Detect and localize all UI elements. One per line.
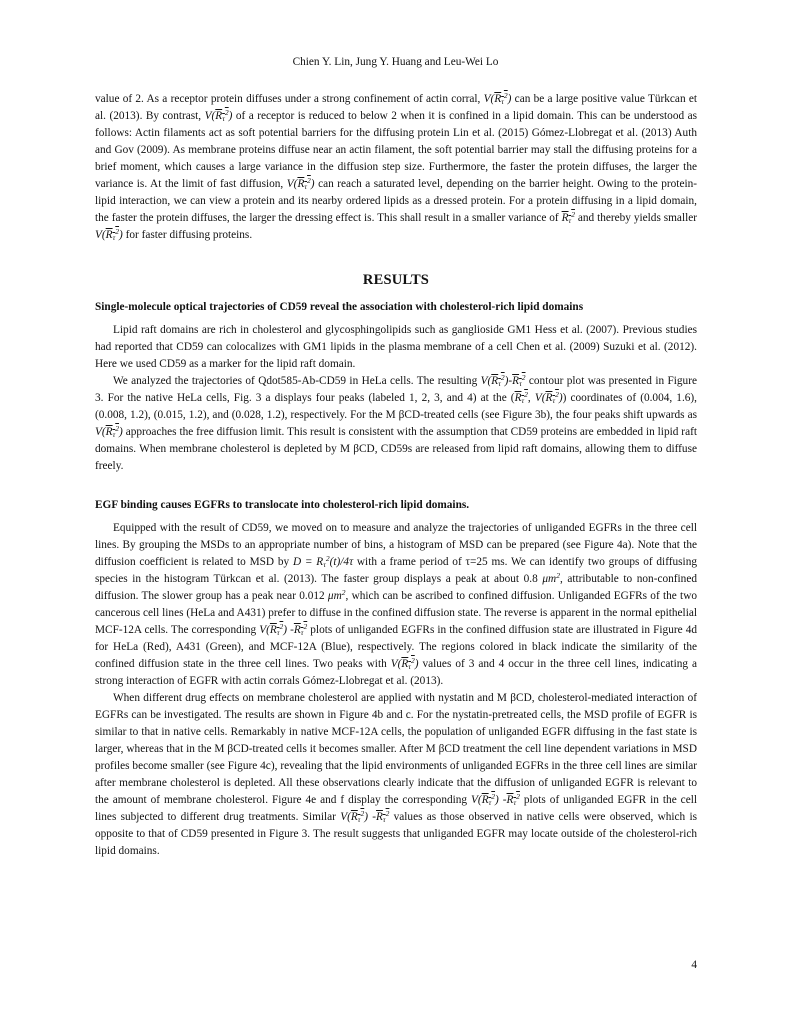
- paragraph-intro-continued: value of 2. As a receptor protein diffuses under a strong confinement of actin corral, $V(R_\tau^2)$ can be a large positive value Türkcan et al. (2013). By contrast, $V(R_\tau^2)$ of a receptor is reduced to below 2 when it is confined in a lipid domain. This can be understood as follows: Actin filaments act as soft potential barriers for the diffusing protein Lin et al. (2015) Gómez-Llobregat et al. (2013) Auth and Gov (2009). As membrane proteins diffuse near an actin filament, the soft potential barrier may stall the diffusing proteins for a brief moment, which causes a large variance in the diffusion step size. Furthermore, the faster the protein diffuses, the larger the variance is. At the limit of fast diffusion, $V(R_\tau^2)$ can reach a saturated level, depending on the barrier height. Owing to the protein-lipid interaction, we can view a protein and its nearby ordered lipids as a dressed protein. For a protein diffusing in a lipid domain, the faster the protein diffuses, the larger the dressing effect is. This shall result in a smaller variance of $R_\tau^2$ and thereby yields smaller $V(R_\tau^2)$ for faster diffusing proteins.: [95, 91, 698, 242]
- section-title-results: RESULTS: [362, 272, 430, 288]
- paragraph-lipid-raft: Lipid raft domains are rich in cholesterol and glycosphingolipids such as ganglioside GM1 Hess et al. (2007). Previous studies had reported that CD59 can colocalizes with GM1 lipids in the plasma membrane of a cell Chen et al. (2009) Suzuki et al. (2012). Here we used CD59 as a marker for the lipid raft domain.: [95, 324, 697, 370]
- paragraph-egfr-msd: Equipped with the result of CD59, we moved on to measure and analyze the trajectories of unliganded EGFRs in the three cell lines. By grouping the MSDs to an appropriate number of bins, a histogram of MSD can be prepared (see Figure 4a). Note that the diffusion coefficient is related to MSD by $D = R_\tau^2(t)/4\tau$ with a frame period of τ=25 ms. We can identify two groups of diffusing species in the histogram Türkcan et al. (2013). The faster group displays a peak at about 0.8 $\mu m^2$, attributable to non-confined diffusion. The slower group has a peak near 0.012 $\mu m^2$, which can be ascribed to confined diffusion. Unliganded EGFRs of the two cancerous cell lines (HeLa and A431) prefer to diffuse in the confined diffusion state. The reverse is apparent in the normal epithelial MCF-12A cells. The corresponding $V(R_\tau^2)$ $-R_\tau^2$ plots of unliganded EGFRs in the confined diffusion state are illustrated in Figure 4d for HeLa (Red), A431 (Green), and MCF-12A (Blue), respectively. The regions colored in black indicate the similarity of the confined diffusion state in the three cell lines. Two peaks with $V(R_\tau^2)$ values of 3 and 4 occur in the three cell lines, indicating a strong interaction of EGFR with actin corrals Gómez-Llobregat et al. (2013).: [95, 522, 698, 687]
- page-body: [95, 91, 697, 860]
- paragraph-cd59-trajectories: We analyzed the trajectories of Qdot585-Ab-CD59 in HeLa cells. The resulting $V(R_\tau^2)-R_\tau^2$ contour plot was presented in Figure 3. For the native HeLa cells, Fig. 3 a displays four peaks (labeled 1, 2, 3, and 4) at the ($R_\tau^2$, $V(R_\tau^2)$) coordinates of (0.004, 1.6), (0.008, 1.2), (0.015, 1.2), and (0.028, 1.2), respectively. For the M βCD-treated cells (see Figure 3b), the four peaks shift upwards as $V(R_\tau^2)$ approaches the free diffusion limit. This result is consistent with the assumption that CD59 proteins are embedded in lipid raft domains. When membrane cholesterol is depleted by M βCD, CD59s are released from lipid raft domains, allowing them to diffuse freely.: [95, 373, 698, 472]
- subsection-title-egf-binding: EGF binding causes EGFRs to translocate into cholesterol-rich lipid domains.: [95, 499, 470, 511]
- paragraph-drug-effects: When different drug effects on membrane cholesterol are applied with nystatin and M βCD, cholesterol-mediated interaction of EGFRs can be investigated. The results are shown in Figure 4b and c. For the nystatin-pretreated cells, the MSD profile of EGFR is similar to that in native cells. Remarkably in native MCF-12A cells, the population of unliganded EGFR diffusing in the fast state is larger, whereas that in the M βCD-treated cells it becomes smaller. After M βCD treatment the cell line dependent variations in MSD profiles become smaller (see Figure 4c), revealing that the lipid environments of unliganded EGFRs in the three cell lines are similar after membrane cholesterol is depleted. All these observations clearly indicate that the diffusion of unliganded EGFR is relevant to the amount of membrane cholesterol. Figure 4e and f display the corresponding $V(R_\tau^2)$ $-R_\tau^2$ plots of unliganded EGFR in the cell lines subjected to different drug treatments. Similar $V(R_\tau^2)$ $-R_\tau^2$ values as those observed in native cells were observed, which is opposite to that of CD59 presented in Figure 3. The result suggests that unliganded EGFR may locate outside of the cholesterol-rich lipid domains.: [95, 692, 697, 857]
- subsection-title-cd59: Single-molecule optical trajectories of CD59 reveal the association with cholesterol-rich lipid domains: [95, 301, 584, 313]
- page-number: 4: [691, 959, 697, 971]
- running-head: Chien Y. Lin, Jung Y. Huang and Leu-Wei Lo: [292, 56, 499, 68]
